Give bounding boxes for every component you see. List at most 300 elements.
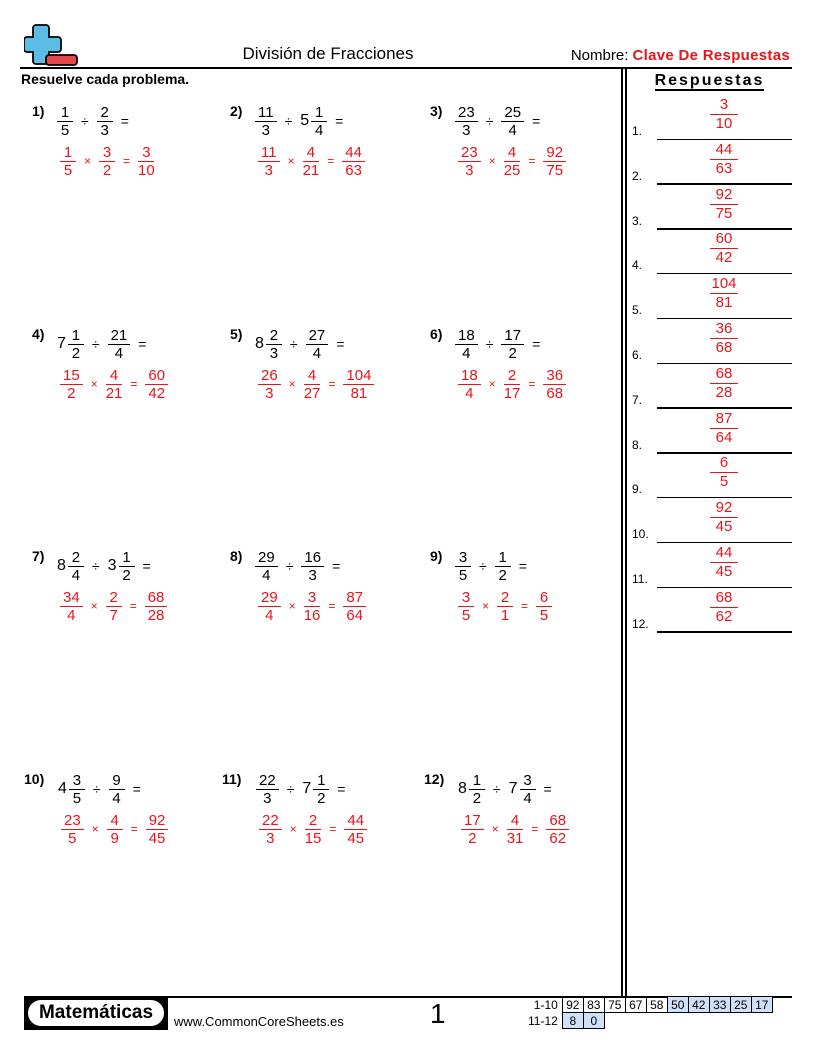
numerator: 21 <box>108 327 131 345</box>
denominator: 3 <box>266 829 275 847</box>
divide-operator: ÷ <box>91 558 100 574</box>
problem-7 <box>32 548 232 638</box>
problem-expression <box>256 769 353 809</box>
denominator: 4 <box>262 566 271 584</box>
answer-line <box>657 631 792 633</box>
denominator: 81 <box>715 294 733 312</box>
answer-fraction <box>710 186 738 223</box>
numerator: 87 <box>710 410 738 429</box>
denominator: 9 <box>110 829 119 847</box>
answer-fraction <box>710 589 738 626</box>
score-cell: 42 <box>688 997 709 1013</box>
answer-fraction <box>710 499 738 536</box>
fraction <box>57 104 73 139</box>
numerator: 92 <box>146 812 169 830</box>
numerator: 34 <box>60 589 83 607</box>
numerator: 3 <box>69 772 85 790</box>
divide-operator: ÷ <box>92 781 101 797</box>
answer-fraction <box>710 544 738 581</box>
numerator: 4 <box>107 812 123 830</box>
whole-number: 8 <box>57 557 66 574</box>
equals-sign: = <box>531 822 539 836</box>
fraction <box>106 589 122 624</box>
equals-sign: = <box>328 377 336 391</box>
fraction <box>304 367 321 402</box>
fraction <box>504 144 521 179</box>
fraction <box>258 144 280 179</box>
fraction <box>461 812 484 847</box>
numerator: 68 <box>710 365 738 384</box>
divide-operator: ÷ <box>485 113 494 129</box>
numerator: 4 <box>106 367 122 385</box>
numerator: 11 <box>255 104 277 122</box>
answer-row-3 <box>632 186 792 230</box>
fraction <box>68 327 84 362</box>
denominator: 45 <box>715 563 733 580</box>
denominator: 3 <box>265 384 274 402</box>
solution-steps <box>61 809 168 849</box>
multiply-operator: × <box>488 154 496 168</box>
numerator: 1 <box>119 549 135 567</box>
numerator: 104 <box>343 367 374 385</box>
equals-sign: = <box>132 781 141 797</box>
answer-line <box>657 452 792 454</box>
denominator: 3 <box>462 121 471 139</box>
answer-row-4 <box>632 230 792 274</box>
equals-sign: = <box>528 154 536 168</box>
fraction <box>458 367 481 402</box>
problem-number: 4) <box>32 326 45 342</box>
denominator: 28 <box>715 383 733 401</box>
fraction <box>60 367 83 402</box>
divide-operator: ÷ <box>91 336 100 352</box>
numerator: 6 <box>536 589 552 607</box>
answer-line <box>657 139 792 141</box>
solution-steps <box>461 809 569 849</box>
problem-5 <box>230 326 430 416</box>
fraction <box>266 327 282 362</box>
problem-expression <box>455 324 548 364</box>
numerator: 15 <box>60 367 83 385</box>
denominator: 4 <box>523 789 532 807</box>
equals-sign: = <box>532 113 541 129</box>
numerator: 22 <box>259 812 282 830</box>
divide-operator: ÷ <box>81 113 89 129</box>
numerator: 27 <box>306 327 329 345</box>
numerator: 23 <box>61 812 84 830</box>
answer-row-11 <box>632 544 792 588</box>
fraction <box>455 104 478 139</box>
denominator: 4 <box>265 606 274 624</box>
numerator: 23 <box>455 104 478 122</box>
numerator: 2 <box>497 589 513 607</box>
equals-sign: = <box>328 599 336 613</box>
numerator: 2 <box>305 812 321 830</box>
solution-steps <box>60 364 168 404</box>
whole-number: 8 <box>458 780 467 797</box>
fraction <box>259 812 282 847</box>
name-label: Nombre: <box>570 47 629 64</box>
score-cell: 17 <box>751 997 772 1013</box>
denominator: 5 <box>63 161 73 179</box>
equals-sign: = <box>138 336 147 352</box>
answer-fraction <box>710 320 738 357</box>
denominator: 45 <box>715 518 733 536</box>
denominator: 3 <box>269 344 279 362</box>
numerator: 44 <box>344 812 367 830</box>
multiply-operator: × <box>482 599 490 613</box>
denominator: 3 <box>263 789 272 807</box>
equals-sign: = <box>337 781 346 797</box>
divide-operator: ÷ <box>285 558 294 574</box>
denominator: 4 <box>462 344 471 362</box>
denominator: 5 <box>60 121 70 139</box>
fraction <box>313 772 329 807</box>
fraction <box>119 549 135 584</box>
score-cell: 67 <box>625 997 646 1013</box>
score-cell: 92 <box>562 997 583 1013</box>
fraction <box>255 549 278 584</box>
numerator: 2 <box>504 367 520 385</box>
equals-sign: = <box>130 377 138 391</box>
answer-number: 8. <box>632 437 643 452</box>
whole-number: 8 <box>255 335 264 352</box>
denominator: 4 <box>112 789 121 807</box>
equals-sign: = <box>528 377 536 391</box>
equals-sign: = <box>543 781 552 797</box>
numerator: 1 <box>495 549 511 567</box>
fraction <box>61 812 84 847</box>
denominator: 2 <box>468 829 477 847</box>
problem-expression <box>458 769 560 809</box>
website-link[interactable]: www.CommonCoreSheets.es <box>174 1014 344 1029</box>
numerator: 29 <box>258 589 281 607</box>
denominator: 63 <box>715 159 733 177</box>
answer-fraction <box>710 96 738 133</box>
denominator: 5 <box>72 789 82 807</box>
fraction <box>458 144 481 179</box>
score-row <box>528 997 772 1013</box>
answer-fraction <box>710 230 738 267</box>
divide-operator: ÷ <box>284 113 293 129</box>
problem-number: 9) <box>430 548 443 564</box>
fraction <box>303 144 320 179</box>
denominator: 62 <box>549 829 567 847</box>
denominator: 2 <box>317 789 326 807</box>
problem-10 <box>24 771 224 861</box>
answer-fraction <box>710 365 738 402</box>
fraction <box>455 549 471 584</box>
multiply-operator: × <box>491 822 499 836</box>
numerator: 60 <box>710 230 738 249</box>
denominator: 17 <box>503 384 521 402</box>
denominator: 4 <box>114 344 124 362</box>
problem-4 <box>32 326 232 416</box>
answer-line <box>657 363 792 365</box>
numerator: 25 <box>501 104 524 122</box>
multiply-operator: × <box>287 154 295 168</box>
numerator: 92 <box>543 144 566 162</box>
denominator: 42 <box>715 249 733 267</box>
denominator: 81 <box>350 384 368 402</box>
numerator: 6 <box>710 454 738 473</box>
divide-operator: ÷ <box>286 781 295 797</box>
fraction <box>469 772 485 807</box>
fraction <box>344 812 367 847</box>
problem-number: 11) <box>222 771 242 787</box>
fraction <box>258 589 281 624</box>
instruction-text: Resuelve cada problema. <box>21 71 190 87</box>
numerator: 104 <box>711 275 737 293</box>
whole-number: 3 <box>107 557 117 574</box>
denominator: 31 <box>506 829 524 847</box>
equals-sign: = <box>532 336 541 352</box>
score-table <box>528 996 773 1029</box>
score-cell: 83 <box>583 997 604 1013</box>
problem-number: 2) <box>230 103 243 119</box>
fraction <box>536 589 552 624</box>
answer-row-9 <box>632 454 792 498</box>
answer-fraction <box>710 275 738 312</box>
answer-number: 5. <box>632 303 643 318</box>
numerator: 1 <box>57 104 73 122</box>
fraction <box>546 812 569 847</box>
solution-steps <box>60 586 167 626</box>
numerator: 36 <box>543 367 566 385</box>
numerator: 17 <box>461 812 484 830</box>
fraction <box>343 589 366 624</box>
problem-expression <box>455 101 548 141</box>
fraction <box>107 812 123 847</box>
multiply-operator: × <box>288 377 296 391</box>
score-cell: 33 <box>709 997 730 1013</box>
numerator: 68 <box>145 589 168 607</box>
score-row <box>528 1013 772 1029</box>
answer-number: 1. <box>632 124 643 138</box>
numerator: 92 <box>710 186 738 205</box>
equals-sign: = <box>327 154 335 168</box>
problem-expression <box>455 546 535 586</box>
equals-sign: = <box>336 336 345 352</box>
answer-number: 2. <box>632 168 643 183</box>
denominator: 5 <box>461 606 471 624</box>
numerator: 44 <box>710 141 738 160</box>
denominator: 25 <box>503 161 521 179</box>
numerator: 9 <box>109 772 125 790</box>
denominator: 10 <box>138 161 155 179</box>
name-field <box>571 47 790 64</box>
header-divider <box>20 67 792 69</box>
multiply-operator: × <box>488 377 496 391</box>
multiply-operator: × <box>84 154 92 168</box>
problem-11 <box>222 771 422 861</box>
whole-number: 4 <box>58 780 67 797</box>
problem-expression <box>57 101 137 141</box>
answer-number: 6. <box>632 348 643 362</box>
fraction <box>305 812 322 847</box>
answer-fraction <box>710 454 738 491</box>
answer-row-7 <box>632 365 792 409</box>
denominator: 27 <box>303 384 321 402</box>
numerator: 3 <box>520 772 536 790</box>
fraction <box>146 812 169 847</box>
answer-number: 11. <box>632 572 648 586</box>
denominator: 2 <box>71 344 81 362</box>
denominator: 75 <box>715 204 733 222</box>
answer-row-8 <box>632 410 792 454</box>
numerator: 1 <box>313 772 329 790</box>
denominator: 3 <box>100 121 109 139</box>
score-cell: 58 <box>646 997 667 1013</box>
denominator: 15 <box>304 829 322 847</box>
numerator: 23 <box>458 144 481 162</box>
answer-row-2 <box>632 141 792 185</box>
answer-row-12 <box>632 589 792 633</box>
denominator: 2 <box>122 566 131 584</box>
multiply-operator: × <box>289 822 297 836</box>
denominator: 62 <box>715 607 733 625</box>
problem-12 <box>424 771 624 861</box>
fraction <box>69 772 85 807</box>
fraction <box>507 812 524 847</box>
score-row-label: 1-10 <box>533 997 558 1012</box>
denominator: 4 <box>508 121 517 139</box>
numerator: 3 <box>458 589 474 607</box>
answer-number: 4. <box>632 258 643 273</box>
problem-number: 6) <box>430 326 443 342</box>
solution-steps <box>458 141 566 181</box>
name-value: Clave De Respuestas <box>632 47 790 64</box>
denominator: 4 <box>312 344 322 362</box>
fraction <box>304 589 321 624</box>
fraction <box>501 327 524 362</box>
answer-line <box>657 542 792 544</box>
numerator: 4 <box>303 144 319 162</box>
problem-number: 7) <box>32 548 45 564</box>
numerator: 1 <box>311 104 327 122</box>
equals-sign: = <box>130 822 138 836</box>
page-number: 1 <box>430 998 446 1029</box>
denominator: 45 <box>347 829 365 847</box>
answer-line <box>657 228 792 230</box>
numerator: 36 <box>710 320 738 339</box>
fraction <box>68 549 84 584</box>
denominator: 3 <box>465 161 474 179</box>
numerator: 17 <box>501 327 524 345</box>
whole-number: 5 <box>300 112 310 129</box>
fraction <box>301 549 324 584</box>
problem-number: 10) <box>24 771 45 787</box>
denominator: 3 <box>308 566 317 584</box>
numerator: 1 <box>469 772 485 790</box>
equals-sign: = <box>129 599 137 613</box>
numerator: 92 <box>710 499 738 518</box>
fraction <box>543 367 566 402</box>
denominator: 64 <box>346 606 364 624</box>
fraction <box>342 144 365 179</box>
solution-steps <box>458 586 552 626</box>
fraction <box>306 327 329 362</box>
divide-operator: ÷ <box>492 781 501 797</box>
answer-fraction <box>710 141 738 178</box>
whole-number: 7 <box>508 780 518 797</box>
numerator: 16 <box>301 549 324 567</box>
numerator: 2 <box>266 327 282 345</box>
denominator: 10 <box>715 115 733 132</box>
score-cell: 25 <box>730 997 751 1013</box>
answer-line <box>657 587 792 589</box>
denominator: 4 <box>67 606 76 624</box>
solution-steps <box>258 141 365 181</box>
numerator: 4 <box>507 812 523 830</box>
problem-number: 1) <box>32 103 45 119</box>
fraction <box>495 549 511 584</box>
problem-number: 12) <box>424 771 445 787</box>
solution-steps <box>60 141 155 181</box>
numerator: 60 <box>145 367 168 385</box>
fraction <box>258 367 281 402</box>
fraction <box>455 327 478 362</box>
numerator: 4 <box>504 144 520 162</box>
denominator: 68 <box>546 384 564 402</box>
denominator: 5 <box>458 566 468 584</box>
denominator: 5 <box>539 606 549 624</box>
answer-number: 9. <box>632 482 643 497</box>
denominator: 3 <box>264 161 273 179</box>
numerator: 3 <box>455 549 471 567</box>
problem-2 <box>230 103 430 193</box>
problem-9 <box>430 548 630 638</box>
answer-line <box>657 318 792 320</box>
fraction <box>497 589 513 624</box>
solution-steps <box>458 364 566 404</box>
denominator: 3 <box>261 121 270 139</box>
numerator: 1 <box>68 327 84 345</box>
brand-badge <box>24 996 168 1030</box>
numerator: 26 <box>258 367 281 385</box>
fraction <box>106 367 123 402</box>
problem-expression <box>57 324 154 364</box>
denominator: 21 <box>302 161 320 179</box>
answer-number: 10. <box>632 527 649 542</box>
fraction <box>256 772 279 807</box>
equals-sign: = <box>120 113 129 129</box>
equals-sign: = <box>332 558 341 574</box>
answers-title: Respuestas <box>654 72 765 89</box>
denominator: 5 <box>719 473 729 491</box>
numerator: 18 <box>455 327 478 345</box>
fraction <box>520 772 536 807</box>
divide-operator: ÷ <box>289 336 298 352</box>
whole-number: 7 <box>302 780 312 797</box>
denominator: 45 <box>148 829 166 847</box>
denominator: 5 <box>68 829 77 847</box>
answer-line <box>657 273 792 275</box>
fraction <box>138 144 155 179</box>
numerator: 2 <box>97 104 113 122</box>
numerator: 3 <box>99 144 115 162</box>
fraction <box>109 772 125 807</box>
answer-row-1 <box>632 96 792 140</box>
multiply-operator: × <box>91 822 99 836</box>
denominator: 2 <box>508 344 517 362</box>
denominator: 21 <box>105 384 123 402</box>
score-row-label: 11-12 <box>528 1013 558 1028</box>
answer-line <box>657 407 792 409</box>
numerator: 3 <box>710 96 738 115</box>
numerator: 29 <box>255 549 278 567</box>
equals-sign: = <box>518 558 527 574</box>
